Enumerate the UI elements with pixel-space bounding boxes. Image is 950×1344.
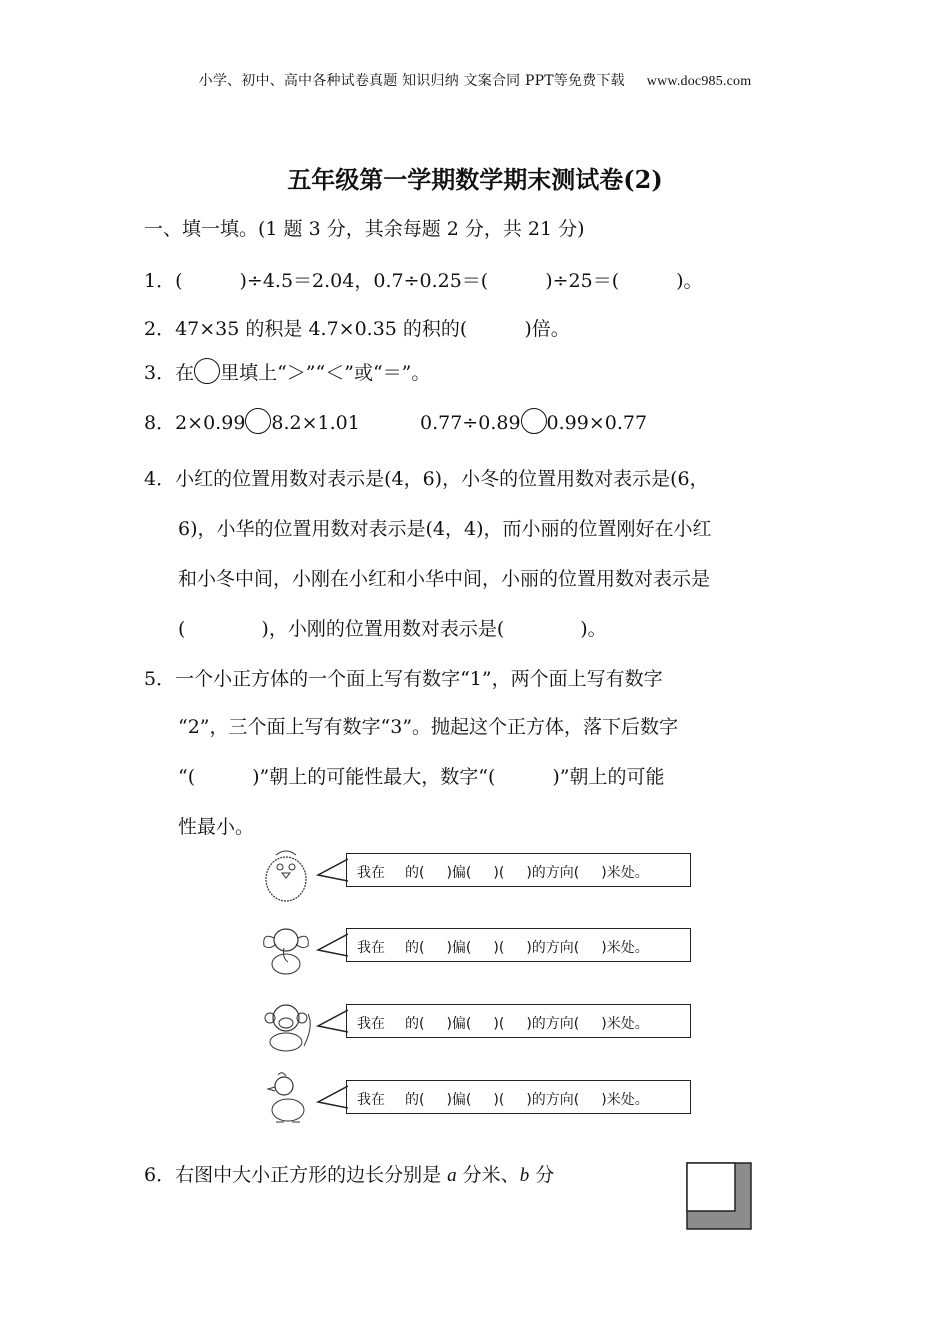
bubble-text-6: )米处。 xyxy=(601,940,649,956)
q3-item-a-left: 8．2×0.99 xyxy=(144,412,246,434)
speech-bubble xyxy=(346,1004,691,1038)
header-site: www.doc985.com xyxy=(646,74,752,89)
bubble-text-2: 的( xyxy=(405,940,425,956)
question-5-line-4: 性最小。 xyxy=(178,816,255,838)
bubble-text-1: 我在 xyxy=(357,940,385,956)
duck-icon xyxy=(256,1070,316,1128)
bubble-text-3: )偏( xyxy=(446,1016,472,1032)
q3-item-b-right: 0.99×0.77 xyxy=(546,412,648,434)
question-1: 1．( )÷4.5＝2.04，0.7÷0.25＝( )÷25＝( )。 xyxy=(144,270,703,292)
question-4-line-4: ( )，小刚的位置用数对表示是( )。 xyxy=(178,618,607,640)
elephant-icon xyxy=(256,920,316,978)
q3-item-b-left: 0.77÷0.89 xyxy=(420,412,521,434)
bubble-text-1: 我在 xyxy=(357,1092,385,1108)
bubble-text-2: 的( xyxy=(405,865,425,881)
bubble-text-6: )米处。 xyxy=(601,865,649,881)
question-4-line-2: 6)，小华的位置用数对表示是(4，4)，而小丽的位置刚好在小红 xyxy=(178,518,712,540)
question-4-line-1: 4．小红的位置用数对表示是(4，6)，小冬的位置用数对表示是(6， xyxy=(144,468,709,490)
compare-circle xyxy=(521,408,547,434)
bubble-text-5: )的方向( xyxy=(526,1016,580,1032)
bubble-text-3: )偏( xyxy=(446,865,472,881)
speech-pointer xyxy=(316,1080,348,1114)
penguin-icon xyxy=(256,845,316,903)
bubble-text-2: 的( xyxy=(405,1092,425,1108)
question-6-post: 分 xyxy=(529,1164,555,1186)
bubble-text-5: )的方向( xyxy=(526,865,580,881)
var-a: a xyxy=(447,1165,457,1186)
speech-bubble xyxy=(346,1080,691,1114)
bubble-text-6: )米处。 xyxy=(601,1016,649,1032)
site-header xyxy=(0,70,950,90)
header-text: 小学、初中、高中各种试卷真题 知识归纳 文案合同 PPT等免费下载 xyxy=(198,73,625,89)
bubble-text-4: )( xyxy=(493,940,505,956)
compare-circle xyxy=(194,358,220,384)
speech-pointer xyxy=(316,853,348,887)
question-6-pre: 6．右图中大小正方形的边长分别是 xyxy=(144,1164,448,1186)
var-b: b xyxy=(519,1165,530,1186)
bubble-text-5: )的方向( xyxy=(526,1092,580,1108)
question-5-line-1: 5．一个小正方体的一个面上写有数字“1”，两个面上写有数字 xyxy=(144,668,663,690)
question-3-item-2 xyxy=(420,408,647,434)
page-title: 五年级第一学期数学期末测试卷(2) xyxy=(287,165,663,194)
question-5-line-2: “2”，三个面上写有数字“3”。抛起这个正方体，落下后数字 xyxy=(178,716,679,738)
bubble-text-3: )偏( xyxy=(446,1092,472,1108)
q3-item-a-right: 8.2×1.01 xyxy=(271,412,360,434)
speech-bubble xyxy=(346,853,691,887)
bubble-text-5: )的方向( xyxy=(526,940,580,956)
question-6 xyxy=(144,1160,554,1187)
monkey-icon xyxy=(256,996,316,1054)
question-6-mid: 分米、 xyxy=(456,1164,520,1186)
question-3-part-b: 里填上“＞”“＜”或“＝”。 xyxy=(220,362,431,384)
compare-circle xyxy=(245,408,271,434)
section-heading: 一、填一填。(1 题 3 分，其余每题 2 分，共 21 分) xyxy=(144,218,585,240)
speech-pointer xyxy=(316,928,348,962)
question-3 xyxy=(144,358,430,385)
question-5-line-3: “( )”朝上的可能性最大，数字“( )”朝上的可能 xyxy=(178,766,665,788)
bubble-text-6: )米处。 xyxy=(601,1092,649,1108)
bubble-text-4: )( xyxy=(493,1092,505,1108)
bubble-text-2: 的( xyxy=(405,1016,425,1032)
question-3-item-1 xyxy=(144,408,360,435)
bubble-text-4: )( xyxy=(493,865,505,881)
question-4-line-3: 和小冬中间，小刚在小红和小华中间，小丽的位置用数对表示是 xyxy=(178,568,711,590)
speech-bubble xyxy=(346,928,691,962)
bubble-text-1: 我在 xyxy=(357,865,385,881)
question-3-part-a: 3．在 xyxy=(144,362,195,384)
bubble-text-3: )偏( xyxy=(446,940,472,956)
question-2: 2．47×35 的积是 4.7×0.35 的积的( )倍。 xyxy=(144,318,570,340)
bubble-text-1: 我在 xyxy=(357,1016,385,1032)
speech-pointer xyxy=(316,1004,348,1038)
squares-figure xyxy=(686,1162,752,1230)
bubble-text-4: )( xyxy=(493,1016,505,1032)
